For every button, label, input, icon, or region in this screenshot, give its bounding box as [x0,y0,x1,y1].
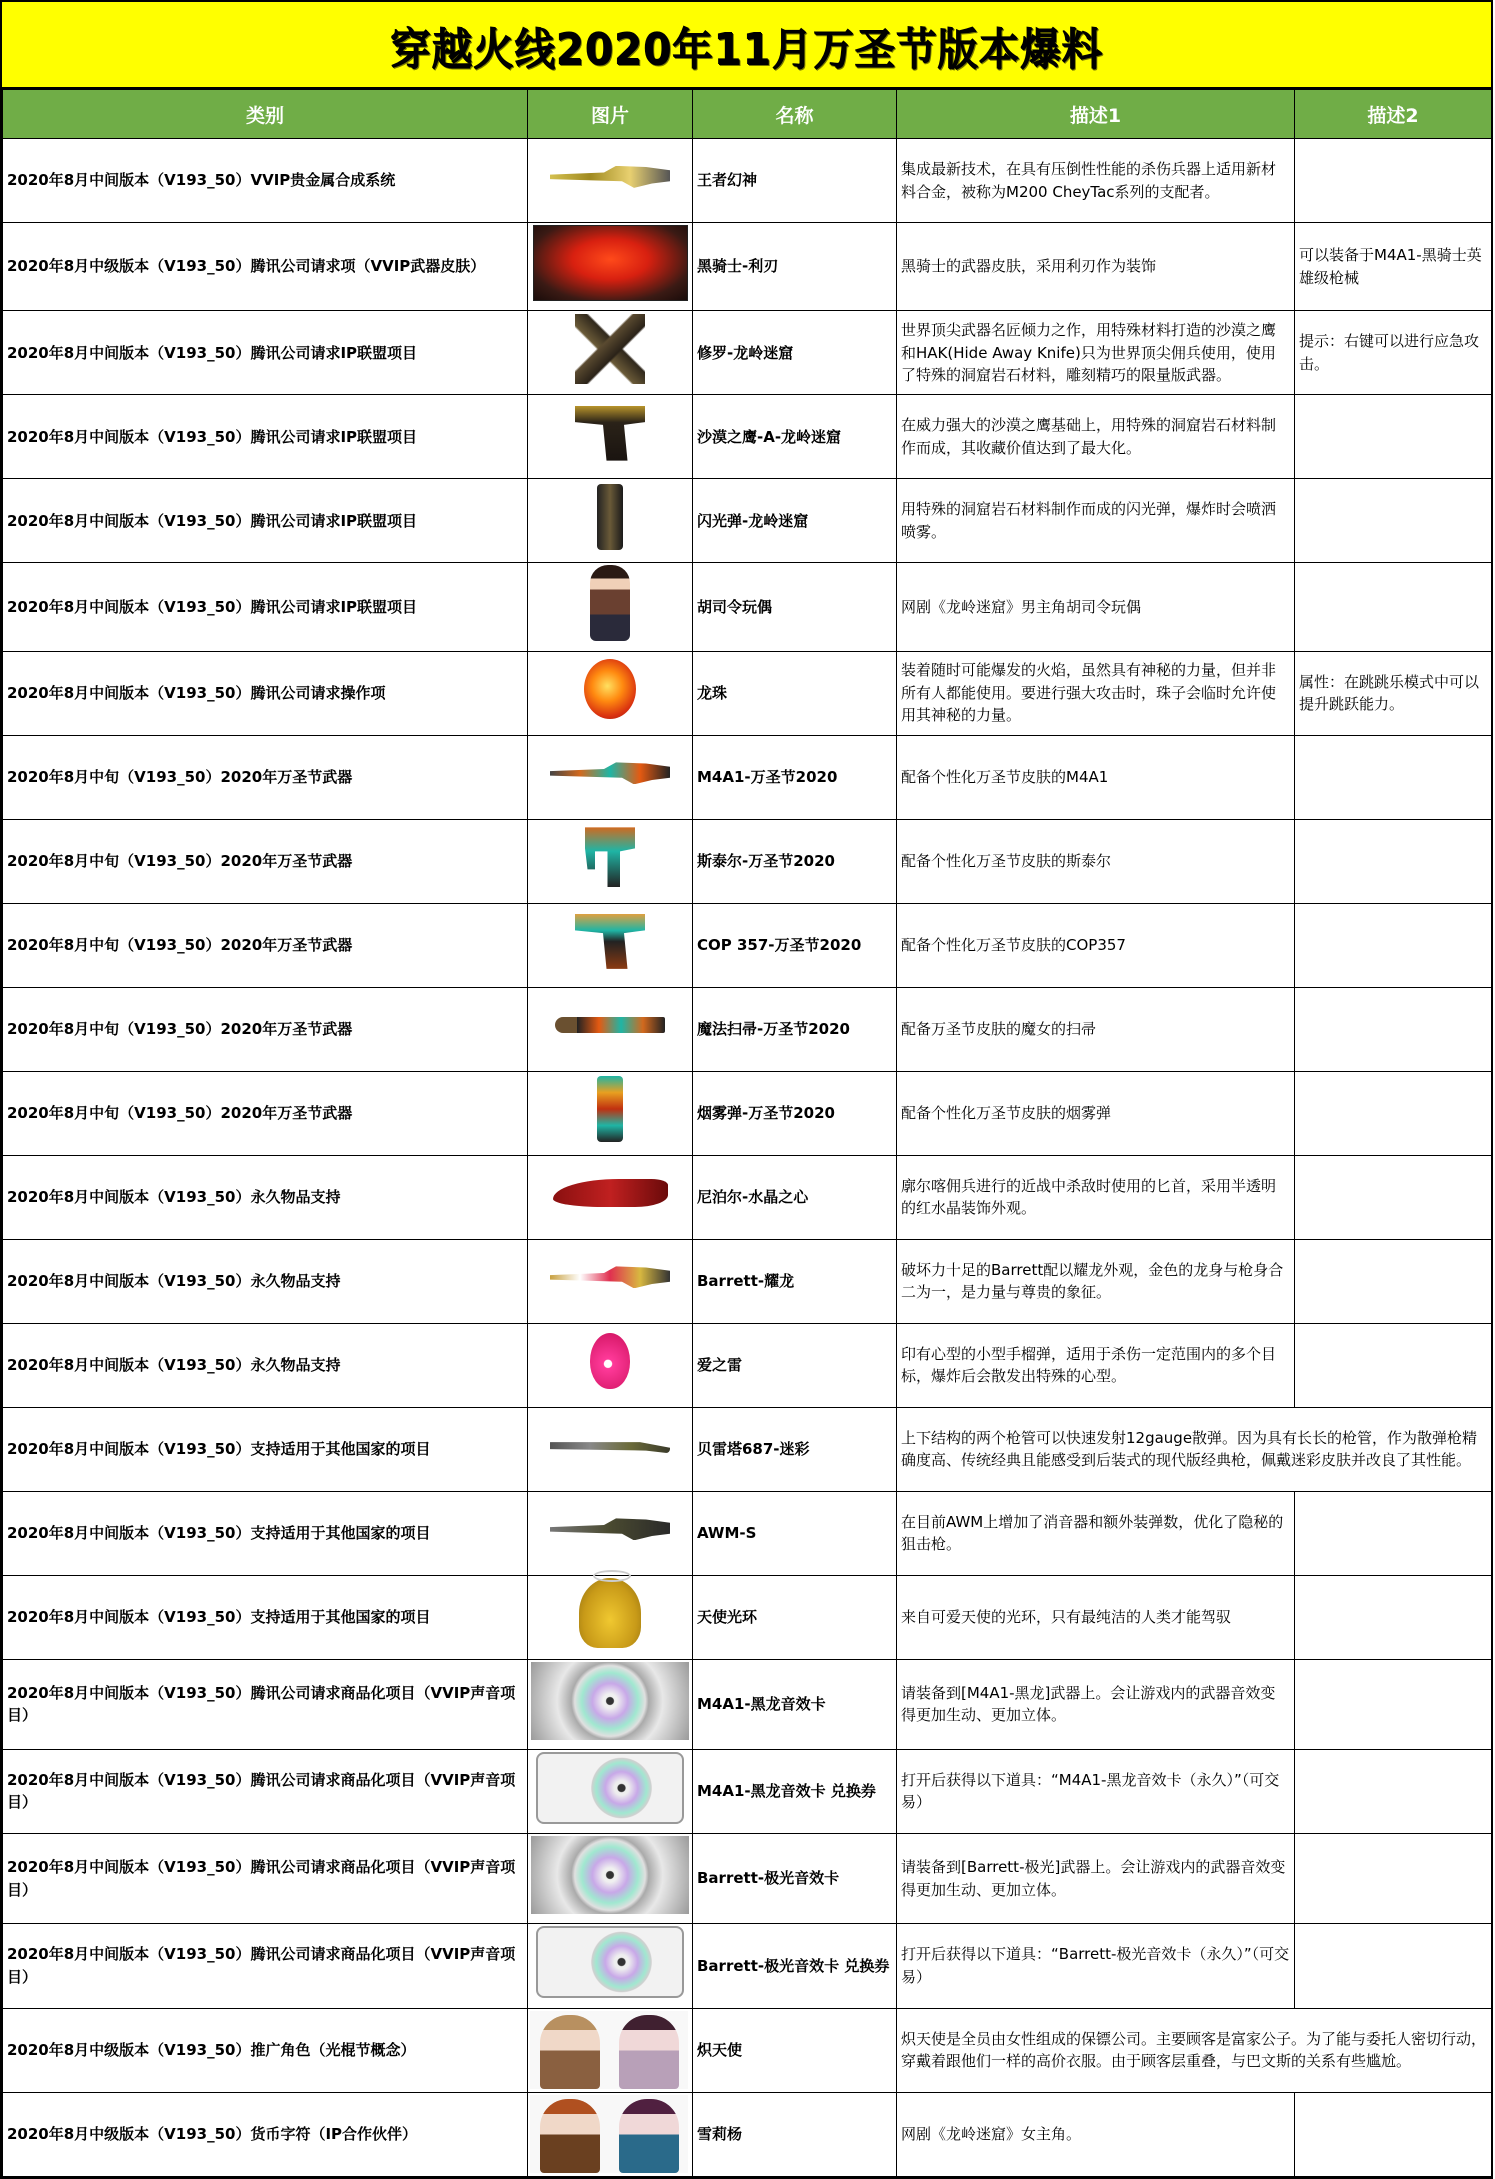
cell-image [528,1239,693,1323]
table-row [3,1071,1492,1155]
header-row [3,90,1492,139]
cell-desc2 [1295,735,1492,819]
cell-category: 2020年8月中间版本（V193_50）永久物品支持 [3,1323,528,1407]
cell-category: 2020年8月中旬（V193_50）2020年万圣节武器 [3,903,528,987]
cell-category: 2020年8月中旬（V193_50）2020年万圣节武器 [3,735,528,819]
weapon-skin-icon [533,225,688,301]
cell-desc1: 世界顶尖武器名匠倾力之作，用特殊材料打造的沙漠之鹰和HAK(Hide Away Knife)只为世界顶尖佣兵使用，使用了特殊的洞窟岩石材料，雕刻精巧的限量版武器。 [897,311,1295,395]
cell-name: 魔法扫帚-万圣节2020 [693,987,897,1071]
cell-name: 贝雷塔687-迷彩 [693,1407,897,1491]
column-header-name: 名称 [693,90,897,139]
cell-desc2 [1295,1323,1492,1407]
cell-image [528,223,693,311]
table-row [3,479,1492,563]
cell-desc1: 配备个性化万圣节皮肤的烟雾弹 [897,1071,1295,1155]
cell-desc2 [1295,987,1492,1071]
cell-category: 2020年8月中级版本（V193_50）腾讯公司请求项（VVIP武器皮肤） [3,223,528,311]
cell-name: 修罗-龙岭迷窟 [693,311,897,395]
cell-name: 斯泰尔-万圣节2020 [693,819,897,903]
cell-desc2 [1295,1924,1492,2008]
cell-desc2 [1295,563,1492,651]
cell-category: 2020年8月中间版本（V193_50）腾讯公司请求IP联盟项目 [3,563,528,651]
smg-icon [585,827,635,887]
title-banner [2,2,1491,89]
pistol-icon [575,406,645,461]
cell-desc2: 可以装备于M4A1-黑骑士英雄级枪械 [1295,223,1492,311]
cell-desc2 [1295,1575,1492,1659]
cell-desc2 [1295,1749,1492,1833]
cell-category: 2020年8月中旬（V193_50）2020年万圣节武器 [3,819,528,903]
doll-icon [590,565,630,641]
cell-image [528,735,693,819]
cell-desc2 [1295,1071,1492,1155]
cell-category: 2020年8月中间版本（V193_50）VVIP贵金属合成系统 [3,139,528,223]
cell-name: Barrett-耀龙 [693,1239,897,1323]
table-row [3,1239,1492,1323]
gold-sniper-rifle-icon [550,166,670,188]
cell-desc1: 在威力强大的沙漠之鹰基础上，用特殊的洞窟岩石材料制作而成，其收藏价值达到了最大化。 [897,395,1295,479]
table-row [3,1924,1492,2008]
cell-desc1: 配备个性化万圣节皮肤的M4A1 [897,735,1295,819]
cell-category: 2020年8月中间版本（V193_50）腾讯公司请求IP联盟项目 [3,395,528,479]
broom-icon [555,1017,665,1033]
sound-card-icon [531,1836,689,1914]
character-portrait [619,2015,679,2089]
column-header-image: 图片 [528,90,693,139]
cell-desc1: 请装备到[Barrett-极光]武器上。会让游戏内的武器音效变得更加生动、更加立体。 [897,1834,1295,1924]
cell-name: 胡司令玩偶 [693,563,897,651]
cell-desc1: 印有心型的小型手榴弹，适用于杀伤一定范围内的多个目标，爆炸后会散发出特殊的心型。 [897,1323,1295,1407]
cell-image [528,1834,693,1924]
cell-name: 烟雾弹-万圣节2020 [693,1071,897,1155]
table-row [3,903,1492,987]
cell-category: 2020年8月中级版本（V193_50）推广角色（光棍节概念） [3,2008,528,2092]
cell-image [528,987,693,1071]
voucher-icon [536,1752,684,1824]
cell-category: 2020年8月中旬（V193_50）2020年万圣节武器 [3,1071,528,1155]
table-row [3,223,1492,311]
table-row [3,2092,1492,2176]
table-row [3,395,1492,479]
table-row [3,139,1492,223]
cell-image [528,1323,693,1407]
table-row [3,311,1492,395]
cell-category: 2020年8月中间版本（V193_50）腾讯公司请求操作项 [3,651,528,735]
cell-name: 爱之雷 [693,1323,897,1407]
character-portrait [619,2099,679,2173]
cell-image [528,2008,693,2092]
cell-name: 闪光弹-龙岭迷窟 [693,479,897,563]
cell-desc1: 破坏力十足的Barrett配以耀龙外观，金色的龙身与枪身合二为一，是力量与尊贵的象征。 [897,1239,1295,1323]
cell-image [528,1575,693,1659]
cell-desc1: 请装备到[M4A1-黑龙]武器上。会让游戏内的武器音效变得更加生动、更加立体。 [897,1659,1295,1749]
table-row [3,819,1492,903]
shotgun-icon [550,1439,670,1453]
cell-desc2: 属性：在跳跳乐模式中可以提升跳跃能力。 [1295,651,1492,735]
cell-category: 2020年8月中间版本（V193_50）腾讯公司请求商品化项目（VVIP声音项目） [3,1659,528,1749]
column-header-desc1: 描述1 [897,90,1295,139]
cell-name: COP 357-万圣节2020 [693,903,897,987]
cell-image [528,1659,693,1749]
smoke-grenade-icon [597,1076,623,1142]
cell-category: 2020年8月中间版本（V193_50）腾讯公司请求商品化项目（VVIP声音项目） [3,1924,528,2008]
cell-desc1: 网剧《龙岭迷窟》男主角胡司令玩偶 [897,563,1295,651]
table-row [3,1155,1492,1239]
cell-image [528,1924,693,2008]
cell-image [528,479,693,563]
cell-name: Barrett-极光音效卡 [693,1834,897,1924]
sound-card-icon [531,1662,689,1740]
cell-desc1: 来自可爱天使的光环，只有最纯洁的人类才能驾驭 [897,1575,1295,1659]
cell-category: 2020年8月中间版本（V193_50）腾讯公司请求IP联盟项目 [3,311,528,395]
cell-desc1: 网剧《龙岭迷窟》女主角。 [897,2092,1295,2176]
cell-desc2 [1295,1834,1492,1924]
cell-category: 2020年8月中间版本（V193_50）腾讯公司请求商品化项目（VVIP声音项目） [3,1749,528,1833]
table-row [3,651,1492,735]
cell-desc2 [1295,903,1492,987]
cell-image [528,1155,693,1239]
cell-desc1: 配备个性化万圣节皮肤的斯泰尔 [897,819,1295,903]
halo-icon [579,1578,641,1648]
table-row [3,1323,1492,1407]
heart-grenade-icon [590,1333,630,1389]
cell-desc2 [1295,139,1492,223]
cell-desc2 [1295,1155,1492,1239]
cell-desc1: 集成最新技术，在具有压倒性性能的杀伤兵器上适用新材料合金，被称为M200 CheyTac系列的支配者。 [897,139,1295,223]
cell-name: 龙珠 [693,651,897,735]
cell-image [528,311,693,395]
table-row [3,1575,1492,1659]
column-header-desc2: 描述2 [1295,90,1492,139]
revolver-icon [575,914,645,969]
cell-image [528,139,693,223]
table-row [3,2008,1492,2092]
cell-image [528,1749,693,1833]
cell-desc1: 打开后获得以下道具：“M4A1-黑龙音效卡（永久）”（可交易） [897,1749,1295,1833]
cell-image [528,2092,693,2176]
cell-category: 2020年8月中间版本（V193_50）支持适用于其他国家的项目 [3,1491,528,1575]
cell-desc1: 打开后获得以下道具：“Barrett-极光音效卡（永久）”（可交易） [897,1924,1295,2008]
cell-desc2 [1295,1239,1492,1323]
characters-icon [530,2095,688,2173]
page-title: 穿越火线2020年11月万圣节版本爆料 [390,23,1103,75]
cell-desc2 [1295,819,1492,903]
cell-name: Barrett-极光音效卡 兑换券 [693,1924,897,2008]
cell-image [528,651,693,735]
items-table [2,89,1492,2177]
cell-desc1: 在目前AWM上增加了消音器和额外装弹数，优化了隐秘的狙击枪。 [897,1491,1295,1575]
barrett-rifle-icon [550,1266,670,1288]
cell-desc2: 提示：右键可以进行应急攻击。 [1295,311,1492,395]
cell-category: 2020年8月中间版本（V193_50）支持适用于其他国家的项目 [3,1575,528,1659]
table-row [3,1659,1492,1749]
cell-name: 天使光环 [693,1575,897,1659]
cell-image [528,819,693,903]
cell-image [528,1407,693,1491]
cell-image [528,903,693,987]
cell-desc1: 黑骑士的武器皮肤，采用利刃作为装饰 [897,223,1295,311]
cell-desc2 [1295,479,1492,563]
table-row [3,1491,1492,1575]
cell-desc1: 配备个性化万圣节皮肤的COP357 [897,903,1295,987]
table-row [3,1749,1492,1833]
cell-desc1: 用特殊的洞窟岩石材料制作而成的闪光弹，爆炸时会喷洒喷雾。 [897,479,1295,563]
cell-image [528,1491,693,1575]
cell-desc1-merged: 上下结构的两个枪管可以快速发射12gauge散弹。因为具有长长的枪管，作为散弹枪精确度高、传统经典且能感受到后装式的现代版经典枪，佩戴迷彩皮肤并改良了其性能。 [897,1407,1492,1491]
voucher-icon [536,1926,684,1998]
cell-category: 2020年8月中旬（V193_50）2020年万圣节武器 [3,987,528,1071]
cell-name: AWM-S [693,1491,897,1575]
sniper-rifle-icon [550,1518,670,1540]
character-portrait [540,2015,600,2089]
dragon-orb-icon [584,659,636,719]
cell-category: 2020年8月中间版本（V193_50）永久物品支持 [3,1239,528,1323]
cell-desc1: 配备万圣节皮肤的魔女的扫帚 [897,987,1295,1071]
cell-desc2 [1295,1491,1492,1575]
cell-name: 王者幻神 [693,139,897,223]
cell-category: 2020年8月中间版本（V193_50）腾讯公司请求商品化项目（VVIP声音项目） [3,1834,528,1924]
cell-category: 2020年8月中间版本（V193_50）永久物品支持 [3,1155,528,1239]
kukri-knife-icon [553,1179,668,1207]
cell-image [528,395,693,479]
cell-desc2 [1295,395,1492,479]
cell-category: 2020年8月中间版本（V193_50）腾讯公司请求IP联盟项目 [3,479,528,563]
cell-name: M4A1-黑龙音效卡 兑换券 [693,1749,897,1833]
table-row [3,987,1492,1071]
cell-name: 尼泊尔-水晶之心 [693,1155,897,1239]
cell-image [528,563,693,651]
flash-grenade-icon [597,484,623,550]
cell-category: 2020年8月中间版本（V193_50）支持适用于其他国家的项目 [3,1407,528,1491]
table-row [3,1407,1492,1491]
crossed-knives-icon [575,314,645,384]
cell-name: 雪莉杨 [693,2092,897,2176]
column-header-category: 类别 [3,90,528,139]
cell-desc1: 廓尔喀佣兵进行的近战中杀敌时使用的匕首，采用半透明的红水晶装饰外观。 [897,1155,1295,1239]
cell-name: 沙漠之鹰-A-龙岭迷窟 [693,395,897,479]
cell-name: M4A1-黑龙音效卡 [693,1659,897,1749]
assault-rifle-icon [550,762,670,784]
table-row [3,735,1492,819]
cell-desc2 [1295,1659,1492,1749]
table-row [3,563,1492,651]
cell-name: 炽天使 [693,2008,897,2092]
cell-desc2 [1295,2092,1492,2176]
cell-image [528,1071,693,1155]
cell-name: M4A1-万圣节2020 [693,735,897,819]
cell-desc1: 装着随时可能爆发的火焰，虽然具有神秘的力量，但并非所有人都能使用。要进行强大攻击时，珠子会临时允许使用其神秘的力量。 [897,651,1295,735]
cell-desc1-merged: 炽天使是全员由女性组成的保镖公司。主要顾客是富家公子。为了能与委托人密切行动，穿戴着跟他们一样的高价衣服。由于顾客层重叠，与巴文斯的关系有些尴尬。 [897,2008,1492,2092]
cell-name: 黑骑士-利刃 [693,223,897,311]
table-row [3,1834,1492,1924]
cell-category: 2020年8月中级版本（V193_50）货币字符（IP合作伙伴） [3,2092,528,2176]
character-portrait [540,2099,600,2173]
characters-icon [530,2011,688,2089]
